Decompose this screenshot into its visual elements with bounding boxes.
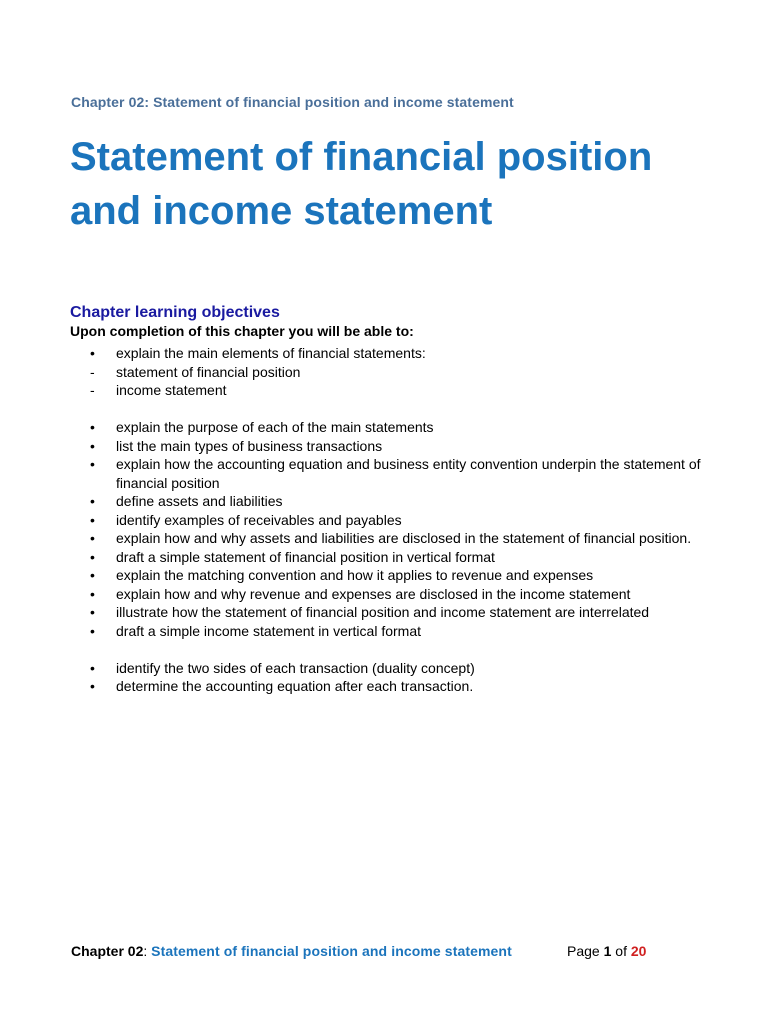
objective-text: explain how the accounting equation and business entity convention underpin the statement of financial position: [116, 456, 701, 491]
objective-text: list the main types of business transactions: [116, 437, 383, 454]
dash-marker: -: [90, 382, 95, 398]
objective-text: statement of financial position: [116, 363, 301, 380]
objective-text: draft a simple income statement in vertical format: [116, 622, 422, 639]
bullet-marker: •: [90, 456, 95, 472]
bullet-marker: •: [90, 419, 95, 435]
footer-chapter: Chapter 02: [71, 943, 144, 959]
chapter-title: Statement of financial position and income statement: [70, 135, 653, 233]
bullet-marker: •: [90, 567, 95, 583]
objective-item: [70, 548, 710, 567]
footer-title: Statement of financial position and income statement: [151, 943, 512, 959]
bullet-marker: •: [90, 345, 95, 361]
objective-item: [70, 659, 710, 678]
bullet-marker: •: [90, 659, 95, 676]
bullet-marker: •: [90, 604, 95, 620]
objective-text: identify examples of receivables and payables: [116, 511, 402, 528]
objective-item: [70, 566, 710, 585]
objective-item: [70, 529, 710, 548]
objective-item: [70, 418, 710, 437]
objectives-heading: Chapter learning objectives: [70, 304, 280, 321]
page-total: 20: [630, 943, 647, 959]
objectives-intro: Upon completion of this chapter you will be able to:: [70, 323, 414, 339]
objective-item: [70, 585, 710, 604]
objective-item: [70, 511, 710, 530]
objective-text: draft a simple statement of financial position in vertical format: [116, 548, 495, 565]
objective-item: [70, 437, 710, 456]
bullet-marker: •: [90, 548, 95, 565]
page-current: 1: [603, 943, 612, 959]
objective-item: [70, 677, 710, 696]
objective-text: explain how and why assets and liabilities are disclosed in the statement of financial position.: [116, 530, 692, 546]
objective-item: [70, 344, 710, 363]
page-footer: [71, 943, 512, 959]
bullet-marker: •: [90, 530, 95, 546]
bullet-marker: •: [90, 622, 95, 639]
bullet-marker: •: [90, 493, 95, 509]
footer-separator: :: [143, 943, 148, 959]
objective-text: determine the accounting equation after each transaction.: [116, 678, 474, 694]
dash-marker: -: [90, 363, 95, 380]
objective-text: define assets and liabilities: [116, 493, 283, 509]
bullet-marker: •: [90, 511, 95, 528]
list-spacer: [70, 400, 710, 419]
objective-text: explain the main elements of financial statements:: [116, 345, 426, 361]
objective-item: [70, 603, 710, 622]
running-header: Chapter 02: Statement of financial position and income statement: [71, 94, 514, 110]
objective-text: explain how and why revenue and expenses are disclosed in the income statement: [116, 585, 631, 602]
bullet-marker: •: [90, 678, 95, 694]
objective-subitem: [70, 363, 710, 382]
bullet-marker: •: [90, 585, 95, 602]
objective-item: [70, 492, 710, 511]
objective-text: illustrate how the statement of financial position and income statement are interrelated: [116, 604, 650, 620]
objective-text: identify the two sides of each transaction (duality concept): [116, 659, 475, 676]
objective-text: explain the purpose of each of the main statements: [116, 419, 434, 435]
objective-item: [70, 622, 710, 641]
objectives-list: [70, 344, 710, 696]
objective-text: explain the matching convention and how it applies to revenue and expenses: [116, 567, 594, 583]
page-number: [567, 943, 646, 959]
objective-subitem: [70, 381, 710, 400]
bullet-marker: •: [90, 437, 95, 454]
page-of: of: [615, 943, 627, 959]
list-spacer: [70, 640, 710, 659]
page-label: Page: [567, 943, 600, 959]
objective-text: income statement: [116, 382, 227, 398]
objective-item: [70, 455, 710, 492]
